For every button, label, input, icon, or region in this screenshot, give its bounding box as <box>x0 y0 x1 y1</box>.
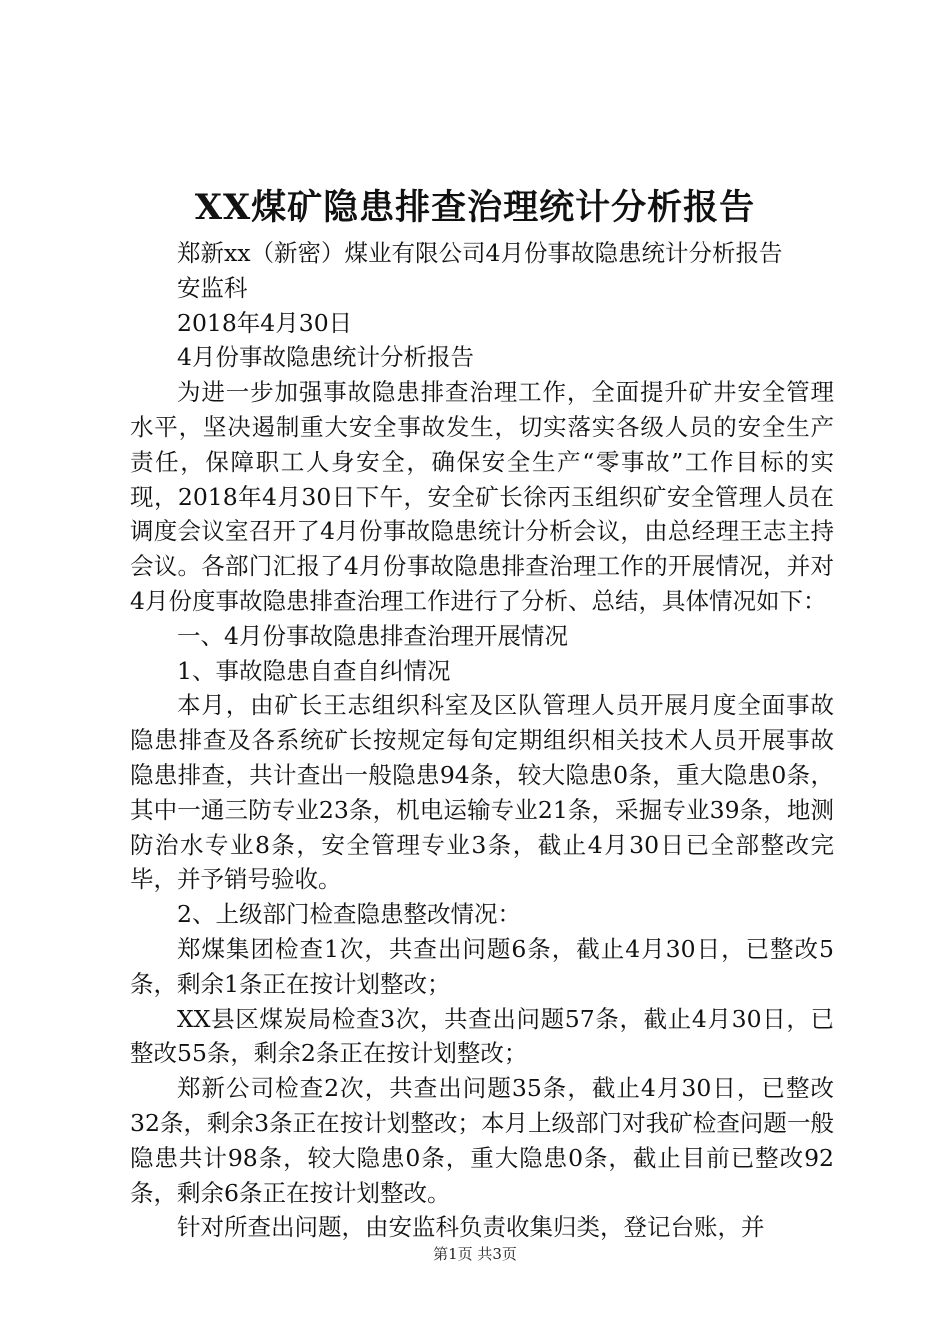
paragraph-self-inspection: 本月，由矿长王志组织科室及区队管理人员开展月度全面事故隐患排查及各系统矿长按规定每旬定期组织相关技术人员开展事故隐患排查，共计查出一般隐患94条，较大隐患0条，重大隐患0条，其中一通三防专业23条，机电运输专业21条，采掘专业39条，地测防治水专业8条，安全管理专业3条，截止4月30日已全部整改完毕，并予销号验收。 <box>130 691 834 894</box>
document-body <box>130 236 834 1245</box>
paragraph-company-report: 郑新xx（新密）煤业有限公司4月份事故隐患统计分析报告 <box>177 239 783 267</box>
document-title: XX煤矿隐患排查治理统计分析报告 <box>194 187 756 228</box>
section-heading-1: 一、4月份事故隐患排查治理开展情况 <box>177 621 568 650</box>
subsection-heading-2: 2、上级部门检查隐患整改情况： <box>177 900 521 929</box>
paragraph-subtitle: 4月份事故隐患统计分析报告 <box>177 343 474 372</box>
paragraph-department: 安监科 <box>177 273 248 302</box>
paragraph-county-inspection: XX县区煤炭局检查3次，共查出问题57条，截止4月30日，已整改55条，剩余2条正在按计划整改； <box>130 1004 834 1068</box>
page-footer: 第1页 共3页 <box>433 1245 517 1263</box>
subsection-heading-1: 1、事故隐患自查自纠情况 <box>177 656 451 685</box>
paragraph-follow-up: 针对所查出问题，由安监科负责收集归类，登记台账，并 <box>177 1213 765 1242</box>
paragraph-group-inspection: 郑煤集团检查1次，共查出问题6条，截止4月30日，已整改5条，剩余1条正在按计划整改； <box>130 934 834 998</box>
paragraph-company-inspection: 郑新公司检查2次，共查出问题35条，截止4月30日，已整改32条，剩余3条正在按计划整改；本月上级部门对我矿检查问题一般隐患共计98条，较大隐患0条，重大隐患0条，截止目前已整改92条，剩余6条正在按计划整改。 <box>130 1074 834 1207</box>
paragraph-intro: 为进一步加强事故隐患排查治理工作，全面提升矿井安全管理水平，坚决遏制重大安全事故发生，切实落实各级人员的安全生产责任，保障职工人身安全，确保安全生产“零事故”工作目标的实现，2018年4月30日下午，安全矿长徐丙玉组织矿安全管理人员在调度会议室召开了4月份事故隐患统计分析会议，由总经理王志主持会议。各部门汇报了4月份事故隐患排查治理工作的开展情况，并对4月份度事故隐患排查治理工作进行了分析、总结，具体情况如下： <box>130 378 834 615</box>
paragraph-date: 2018年4月30日 <box>177 308 353 337</box>
